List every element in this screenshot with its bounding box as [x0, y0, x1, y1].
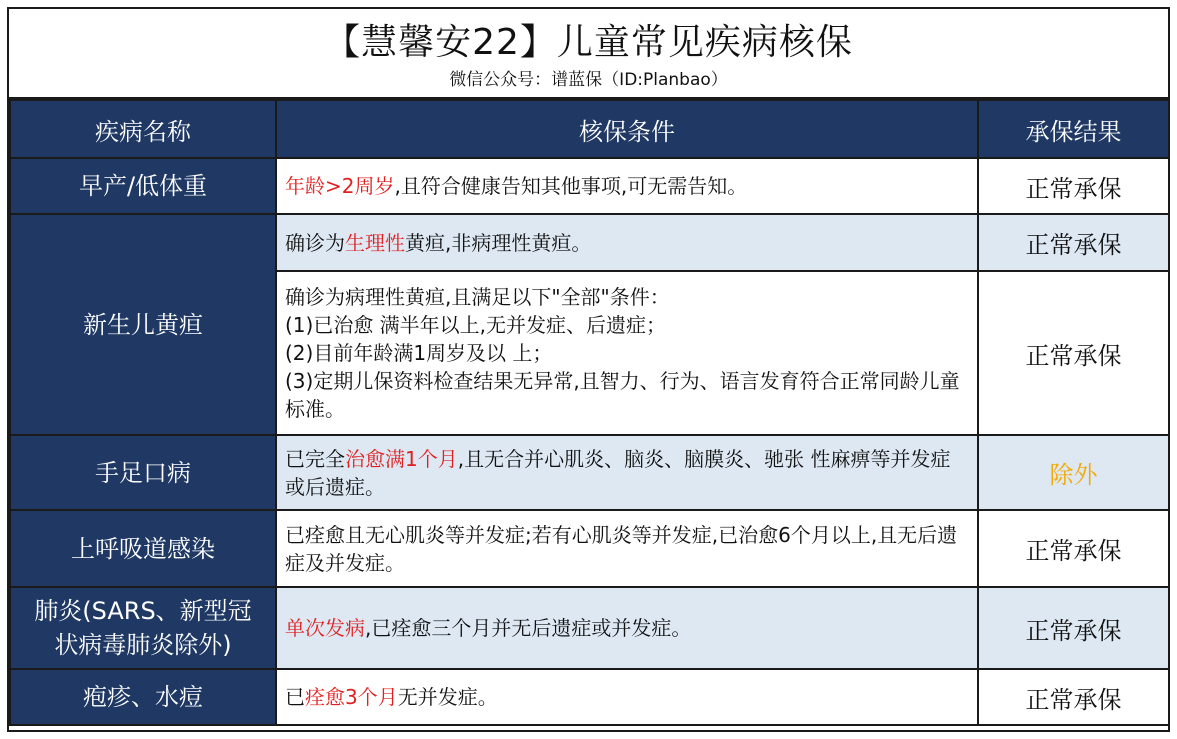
- condition-highlight: 治愈满1个月: [345, 446, 458, 471]
- table-row: [10, 587, 1169, 669]
- disease-name-line: 状病毒肺炎除外): [54, 631, 232, 659]
- title-block: [9, 9, 1168, 99]
- column-header-result: 承保结果: [978, 100, 1169, 158]
- table-row: [10, 158, 1169, 214]
- result-cell: 正常承保: [978, 510, 1169, 587]
- condition-cell: [276, 435, 978, 510]
- condition-text: ,且符合健康告知其他事项,可无需告知。: [394, 174, 748, 198]
- result-cell: 正常承保: [978, 669, 1169, 725]
- condition-cell: [276, 214, 978, 271]
- condition-highlight: 单次发病: [285, 616, 365, 640]
- table-row: [10, 214, 1169, 271]
- disease-name: 新生儿黄疸: [10, 214, 276, 435]
- page-title: 【慧馨安22】儿童常见疾病核保: [324, 22, 853, 63]
- condition-cell: [276, 158, 978, 214]
- disease-name: 疱疹、水痘: [10, 669, 276, 725]
- table-row: [10, 510, 1169, 587]
- condition-line: (1)已治愈 满半年以上,无并发症、后遗症；: [285, 313, 667, 337]
- table-row: [10, 435, 1169, 510]
- result-cell-excluded: 除外: [978, 435, 1169, 510]
- condition-cell: [276, 669, 978, 725]
- column-header-name: 疾病名称: [10, 100, 276, 158]
- column-header-condition: 核保条件: [276, 100, 978, 158]
- disease-name: 手足口病: [10, 435, 276, 510]
- table-header-row: [10, 100, 1169, 158]
- condition-line: (2)目前年龄满1周岁及以 上；: [285, 341, 553, 365]
- disease-name: 早产/低体重: [10, 158, 276, 214]
- condition-text: 已完全: [285, 446, 345, 471]
- disease-name: [10, 587, 276, 669]
- underwriting-table-frame: [7, 7, 1170, 732]
- condition-text: 已: [285, 685, 305, 709]
- condition-highlight: 生理性: [345, 230, 405, 255]
- condition-text: 无并发症。: [397, 685, 498, 709]
- condition-line: (3)定期儿保资料检查结果无异常,且智力、行为、语言发育符合正常同龄儿童标准。: [285, 369, 960, 421]
- result-cell: 正常承保: [978, 587, 1169, 669]
- condition-cell: [276, 587, 978, 669]
- result-cell: 正常承保: [978, 158, 1169, 214]
- condition-line: 确诊为病理性黄疸,且满足以下"全部"条件：: [285, 285, 670, 309]
- condition-text: 确诊为: [285, 230, 345, 255]
- result-cell: 正常承保: [978, 214, 1169, 271]
- condition-highlight: 痊愈3个月: [305, 685, 398, 709]
- underwriting-table: [9, 99, 1170, 726]
- disease-name-line: 肺炎(SARS、新型冠: [34, 597, 252, 625]
- condition-cell: 已痊愈且无心肌炎等并发症;若有心肌炎等并发症,已治愈6个月以上,且无后遗症及并发症。: [276, 510, 978, 587]
- table-row: [10, 669, 1169, 725]
- condition-highlight: 年龄>2周岁: [285, 174, 395, 198]
- condition-text: 黄疸,非病理性黄疸。: [405, 230, 592, 255]
- condition-cell: [276, 271, 978, 435]
- page-subtitle: 微信公众号：谱蓝保（ID:Planbao）: [449, 70, 728, 90]
- result-cell: 正常承保: [978, 271, 1169, 435]
- condition-text: ,已痊愈三个月并无后遗症或并发症。: [365, 616, 692, 640]
- condition-text: ,且无合并心肌炎、脑炎、脑膜炎、驰张 性麻痹等并发症或后遗症。: [285, 446, 951, 499]
- disease-name: 上呼吸道感染: [10, 510, 276, 587]
